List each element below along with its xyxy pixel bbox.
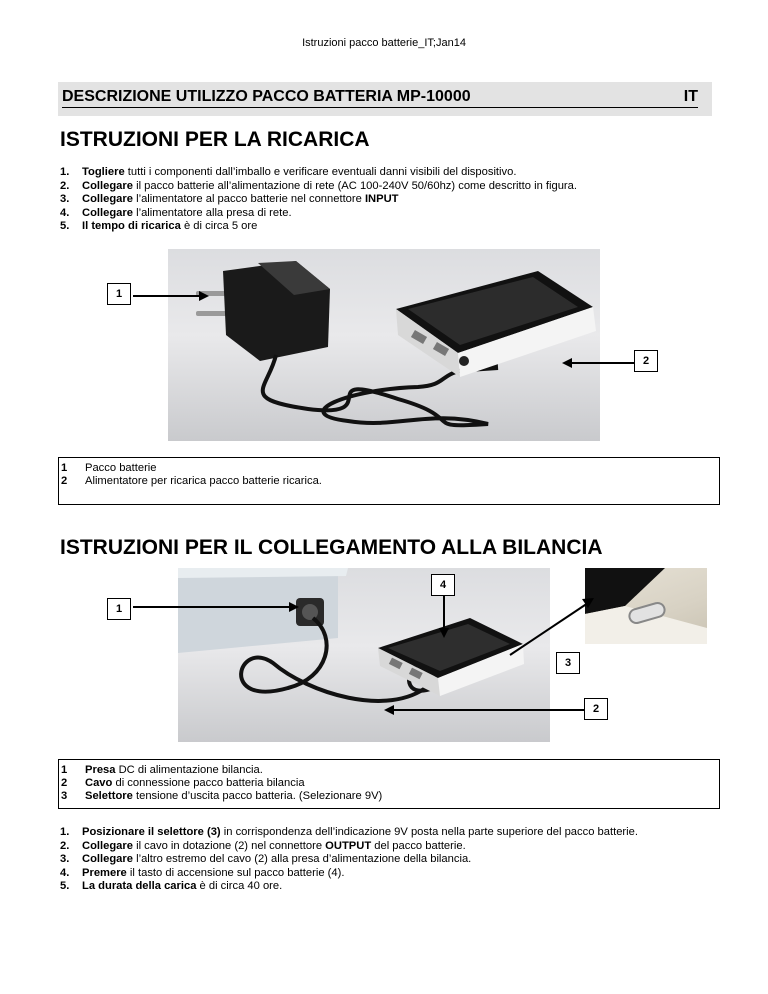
list-item: 2 Alimentatore per ricarica pacco batterie ricarica. <box>61 475 322 487</box>
arrow-right-icon <box>131 288 211 304</box>
list-item: 3. Collegare l’alimentatore al pacco batterie nel connettore INPUT <box>60 193 399 206</box>
charging-steps <box>60 166 577 234</box>
callout-2: 2 <box>634 350 658 372</box>
section-heading-scale: ISTRUZIONI PER IL COLLEGAMENTO ALLA BILANCIA <box>60 536 603 559</box>
list-item: 2. Collegare il cavo in dotazione (2) nel connettore OUTPUT del pacco batterie. <box>60 839 466 852</box>
section-heading-charging: ISTRUZIONI PER LA RICARICA <box>60 128 370 151</box>
arrow-left-icon <box>382 702 586 718</box>
page-header: Istruzioni pacco batterie_IT;Jan14 <box>302 37 466 49</box>
callout-4: 4 <box>431 574 455 596</box>
list-item: 2. Collegare il pacco batterie all’alimentazione di rete (AC 100-240V 50/60hz) come descritto in figura. <box>60 179 577 192</box>
language-code: IT <box>492 88 698 108</box>
list-item: 4. Premere il tasto di accensione sul pacco batterie (4). <box>60 866 345 879</box>
legend-box-charging <box>58 457 720 505</box>
arrow-diagonal-icon <box>504 595 596 659</box>
list-item: 2 Cavo di connessione pacco batteria bilancia <box>61 777 305 789</box>
document-title: DESCRIZIONE UTILIZZO PACCO BATTERIA MP-10000 <box>62 88 500 108</box>
list-item: 3 Selettore tensione d’uscita pacco batteria. (Selezionare 9V) <box>61 790 383 802</box>
selector-switch-illustration <box>585 568 707 644</box>
arrow-right-icon <box>131 599 301 615</box>
callout-2: 2 <box>584 698 608 720</box>
list-item: 1. Posizionare il selettore (3) in corrispondenza dell’indicazione 9V posta nella parte superiore del pacco batterie. <box>60 826 638 838</box>
scale-connection-steps <box>60 826 638 894</box>
callout-1: 1 <box>107 283 131 305</box>
list-item: 5. Il tempo di ricarica è di circa 5 ore <box>60 220 258 233</box>
list-item: 1 Presa DC di alimentazione bilancia. <box>61 764 263 776</box>
title-bar <box>58 82 712 116</box>
callout-1: 1 <box>107 598 131 620</box>
list-item: 1 Pacco batterie <box>61 462 157 474</box>
list-item: 4. Collegare l’alimentatore alla presa di rete. <box>60 206 292 219</box>
arrow-down-icon <box>437 596 451 640</box>
list-item: 3. Collegare l’altro estremo del cavo (2) alla presa d’alimentazione della bilancia. <box>60 853 472 866</box>
list-item: 1. Togliere tutti i componenti dall’imballo e verificare eventuali danni visibili del dispositivo. <box>60 166 517 178</box>
arrow-left-icon <box>560 355 636 371</box>
list-item: 5. La durata della carica è di circa 40 ore. <box>60 880 283 893</box>
charger-battery-illustration <box>168 249 600 441</box>
callout-3: 3 <box>556 652 580 674</box>
selector-inset-photo <box>585 568 707 644</box>
charging-photo <box>168 249 600 441</box>
legend-box-scale <box>58 759 720 809</box>
